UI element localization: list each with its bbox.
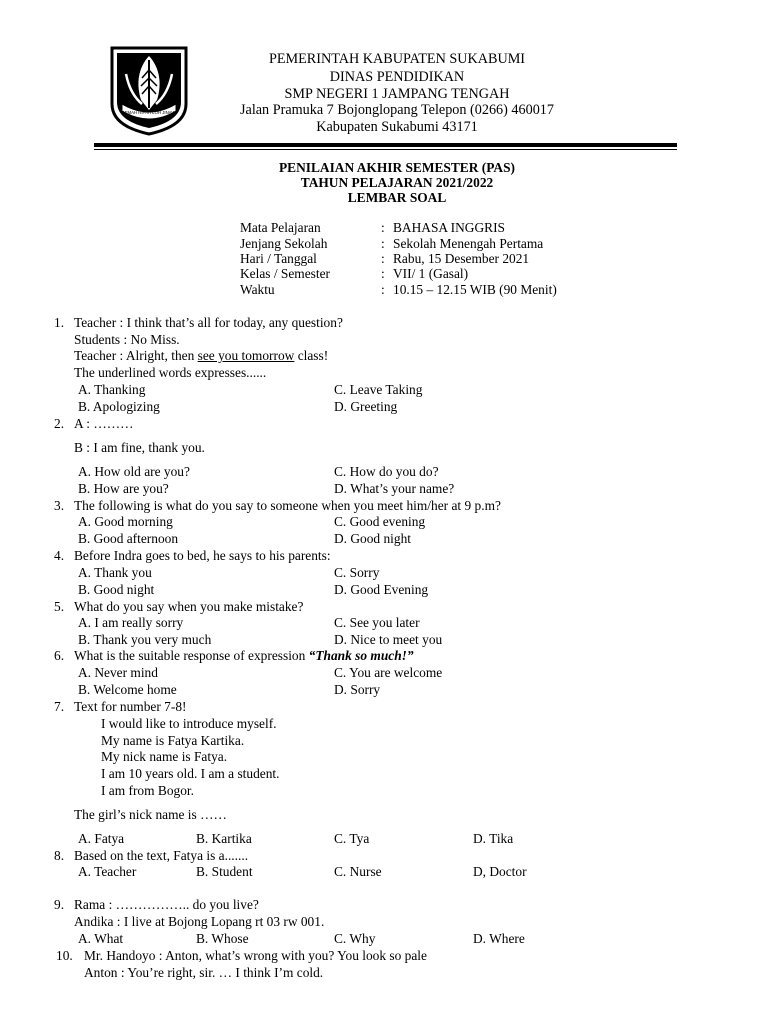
question-text: Before Indra goes to bed, he says to his parents: (74, 548, 331, 563)
question-text: Anton : You’re right, sir. … I think I’m cold. (84, 965, 324, 980)
reading-text-line: My nick name is Fatya. (101, 749, 228, 764)
reading-text-line: I am from Bogor. (101, 783, 194, 798)
answer-option: B. Kartika (196, 831, 252, 846)
question-number: 10. (56, 948, 73, 963)
header-city: Kabupaten Sukabumi 43171 (316, 119, 478, 135)
answer-option: C. Tya (334, 831, 370, 846)
question-text: Students : No Miss. (74, 332, 180, 347)
answer-option: A. Never mind (78, 665, 158, 680)
info-separator: : (381, 236, 385, 251)
answer-option: C. See you later (334, 615, 420, 630)
info-label: Jenjang Sekolah (240, 236, 328, 251)
question-text: Andika : I live at Bojong Lopang rt 03 rw 001. (74, 914, 325, 929)
header-address: Jalan Pramuka 7 Bojonglopang Telepon (0266) 460017 (240, 102, 554, 118)
answer-option: B. How are you? (78, 481, 169, 496)
question-text: Rama : …………….. do you live? (74, 897, 259, 912)
underlined-expression: see you tomorrow (197, 348, 295, 363)
info-separator: : (381, 251, 385, 266)
question-text: Text for number 7-8! (74, 699, 187, 714)
question-number: 6. (54, 648, 65, 663)
answer-option: A. Teacher (78, 864, 137, 879)
answer-option: C. Nurse (334, 864, 382, 879)
regency-emblem-logo (108, 44, 190, 136)
sheet-title: LEMBAR SOAL (347, 190, 447, 205)
info-value: Sekolah Menengah Pertama (393, 236, 544, 251)
quoted-expression: “Thank so much!” (308, 648, 414, 663)
reading-text-line: My name is Fatya Kartika. (101, 733, 245, 748)
reading-text-line: I would like to introduce myself. (101, 716, 277, 731)
info-value: VII/ 1 (Gasal) (393, 266, 469, 281)
question-text: The girl’s nick name is …… (74, 807, 227, 822)
question-text: What is the suitable response of expression “Thank so much!” (74, 648, 414, 663)
question-number: 3. (54, 498, 65, 513)
question-number: 7. (54, 699, 65, 714)
info-label: Mata Pelajaran (240, 220, 321, 235)
answer-option: B. Student (196, 864, 253, 879)
answer-option: C. Why (334, 931, 376, 946)
question-number: 2. (54, 416, 65, 431)
answer-option: A. What (78, 931, 124, 946)
answer-option: A. Fatya (78, 831, 125, 846)
info-label: Waktu (240, 282, 275, 297)
answer-option: A. How old are you? (78, 464, 190, 479)
answer-option: D, Doctor (473, 864, 527, 879)
question-text: Teacher : I think that’s all for today, any question? (74, 315, 343, 330)
answer-option: B. Welcome home (78, 682, 177, 697)
answer-option: B. Whose (196, 931, 249, 946)
question-text: Based on the text, Fatya is a....... (74, 848, 249, 863)
answer-option: D. Tika (473, 831, 514, 846)
question-text: A : ……… (74, 416, 134, 431)
question-text: The following is what do you say to someone when you meet him/her at 9 p.m? (74, 498, 501, 513)
question-number: 9. (54, 897, 65, 912)
info-value: Rabu, 15 Desember 2021 (393, 251, 530, 266)
question-number: 1. (54, 315, 65, 330)
academic-year: TAHUN PELAJARAN 2021/2022 (300, 175, 494, 190)
question-text: What do you say when you make mistake? (74, 599, 304, 614)
answer-option: A. Thank you (78, 565, 152, 580)
question-text: B : I am fine, thank you. (74, 440, 205, 455)
answer-option: D. What’s your name? (334, 481, 455, 496)
header-divider-thin (94, 149, 677, 150)
info-label: Hari / Tanggal (240, 251, 317, 266)
answer-option: D. Sorry (334, 682, 381, 697)
answer-option: B. Good afternoon (78, 531, 179, 546)
answer-option: C. Sorry (334, 565, 380, 580)
answer-option: D. Where (473, 931, 525, 946)
question-text: Mr. Handoyo : Anton, what’s wrong with you? You look so pale (84, 948, 427, 963)
question-text: Teacher : Alright, then see you tomorrow class! (74, 348, 329, 363)
answer-option: B. Good night (78, 582, 155, 597)
answer-option: D. Greeting (334, 399, 398, 414)
info-separator: : (381, 266, 385, 281)
info-label: Kelas / Semester (240, 266, 330, 281)
question-number: 4. (54, 548, 65, 563)
question-number: 5. (54, 599, 65, 614)
info-value: BAHASA INGGRIS (393, 220, 505, 235)
header-department: DINAS PENDIDIKAN (329, 69, 465, 85)
answer-option: C. Leave Taking (334, 382, 423, 397)
question-text: The underlined words expresses...... (74, 365, 267, 380)
answer-option: C. You are welcome (334, 665, 443, 680)
header-government: PEMERINTAH KABUPATEN SUKABUMI (268, 51, 526, 67)
answer-option: C. Good evening (334, 514, 426, 529)
answer-option: B. Apologizing (78, 399, 160, 414)
answer-option: D. Good night (334, 531, 411, 546)
reading-text-line: I am 10 years old. I am a student. (101, 766, 280, 781)
info-separator: : (381, 282, 385, 297)
exam-title: PENILAIAN AKHIR SEMESTER (PAS) (279, 160, 515, 175)
answer-option: D. Good Evening (334, 582, 429, 597)
header-school-name: SMP NEGERI 1 JAMPANG TENGAH (284, 86, 510, 102)
answer-option: C. How do you do? (334, 464, 439, 479)
answer-option: A. I am really sorry (78, 615, 184, 630)
logo-motto: GEMAH RIPAH LOH JINAWI (121, 110, 177, 115)
info-separator: : (381, 220, 385, 235)
answer-option: A. Thanking (78, 382, 146, 397)
answer-option: D. Nice to meet you (334, 632, 443, 647)
answer-option: A. Good morning (78, 514, 173, 529)
question-number: 8. (54, 848, 65, 863)
answer-option: B. Thank you very much (78, 632, 212, 647)
info-value: 10.15 – 12.15 WIB (90 Menit) (393, 282, 557, 297)
header-divider-thick (94, 143, 677, 147)
